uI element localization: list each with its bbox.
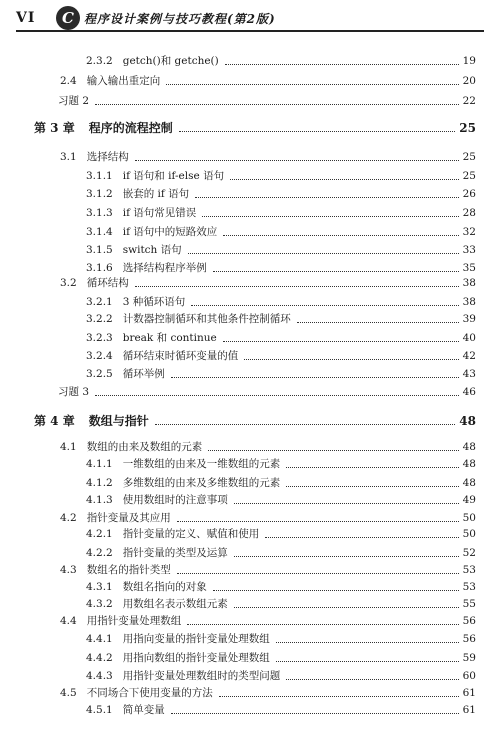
toc-row	[0, 511, 500, 525]
toc-title: 数组名指向的对象	[122, 581, 207, 593]
toc-title: 选择结构程序举例	[122, 262, 207, 274]
toc-title: 选择结构	[86, 151, 129, 163]
toc-title: 用数组名表示数组元素	[122, 598, 228, 610]
dot-leader	[276, 661, 459, 662]
toc-title: 简单变量	[122, 704, 165, 716]
toc-number: 4.1.2	[86, 477, 113, 489]
toc-row	[0, 440, 500, 454]
toc-row	[0, 261, 500, 275]
toc-number: 3.2.3	[86, 332, 113, 344]
toc-number: 3.1.1	[86, 170, 113, 182]
dot-leader	[208, 450, 458, 451]
toc-page-number: 39	[462, 313, 476, 325]
toc-page-number: 53	[462, 581, 476, 593]
dot-leader	[230, 179, 459, 180]
toc-title: if 语句和 if-else 语句	[122, 170, 225, 182]
dot-leader	[286, 679, 458, 680]
dot-leader	[179, 131, 456, 132]
toc-page-number: 60	[462, 670, 476, 682]
dot-leader	[265, 537, 458, 538]
toc-title: 指针变量的类型及运算	[122, 547, 228, 559]
toc-number: 4.4.3	[86, 670, 113, 682]
toc-title: 输入输出重定向	[86, 75, 161, 87]
dot-leader	[219, 696, 459, 697]
dot-leader	[213, 271, 459, 272]
toc-page-number: 53	[462, 564, 476, 576]
toc-row	[0, 686, 500, 700]
dot-leader	[95, 104, 459, 105]
toc-page-number: 25	[462, 170, 476, 182]
dot-leader	[171, 377, 459, 378]
toc-page-number: 52	[462, 547, 476, 559]
toc-page-number: 56	[462, 615, 476, 627]
running-book-title: 程序设计案例与技巧教程(第2版)	[84, 12, 276, 26]
toc-number: 4.1	[60, 441, 77, 453]
toc-page-number: 20	[462, 75, 476, 87]
toc-title: 不同场合下使用变量的方法	[86, 687, 213, 699]
toc-number: 4.4	[60, 615, 77, 627]
toc-number: 4.1.1	[86, 458, 113, 470]
toc-page-number: 50	[462, 512, 476, 524]
book-logo-icon: C	[56, 6, 80, 30]
toc-number: 3.1.2	[86, 188, 113, 200]
toc-row	[0, 150, 500, 164]
toc-row	[0, 527, 500, 541]
toc-number: 2.3.2	[86, 55, 113, 67]
toc-title: 用指向变量的指针变量处理数组	[122, 633, 270, 645]
toc-number: 3.2.1	[86, 296, 113, 308]
toc-row	[0, 295, 500, 309]
dot-leader	[223, 341, 459, 342]
toc-title: 多维数组的由来及多维数组的元素	[122, 477, 281, 489]
toc-row	[0, 206, 500, 220]
toc-page-number: 19	[462, 55, 476, 67]
toc-page-number: 50	[462, 528, 476, 540]
toc-number: 4.2.2	[86, 547, 113, 559]
toc-number: 4.5.1	[86, 704, 113, 716]
toc-row	[0, 349, 500, 363]
dot-leader	[135, 286, 459, 287]
toc-page-number: 38	[462, 277, 476, 289]
toc-row	[0, 225, 500, 239]
toc-row	[0, 669, 500, 683]
toc-number: 2.4	[60, 75, 77, 87]
toc-title: 用指针变量处理数组	[86, 615, 182, 627]
toc-row	[0, 169, 500, 183]
toc-title: if 语句常见错误	[122, 207, 197, 219]
dot-leader	[234, 556, 459, 557]
toc-page-number: 28	[462, 207, 476, 219]
toc-page-number: 38	[462, 296, 476, 308]
dot-leader	[135, 160, 459, 161]
toc-page-number: 25	[462, 151, 476, 163]
dot-leader	[223, 235, 458, 236]
toc-row	[0, 243, 500, 257]
dot-leader	[297, 322, 459, 323]
toc-page-number: 40	[462, 332, 476, 344]
toc-title: break 和 continue	[122, 332, 217, 344]
toc-page-number: 59	[462, 652, 476, 664]
toc-chapter-row	[0, 121, 500, 135]
toc-page-number: 48	[459, 414, 476, 428]
toc-page-number: 48	[462, 477, 476, 489]
toc-title: 程序的流程控制	[88, 121, 173, 135]
toc-title: 计数器控制循环和其他条件控制循环	[122, 313, 291, 325]
toc-row	[0, 457, 500, 471]
toc-title: 3 种循环语句	[122, 296, 186, 308]
toc-page-number: 25	[459, 121, 476, 135]
dot-leader	[213, 590, 459, 591]
toc-number: 4.1.3	[86, 494, 113, 506]
page-number: VI	[16, 10, 36, 26]
dot-leader	[225, 64, 459, 65]
toc-page-number: 33	[462, 244, 476, 256]
toc-row	[0, 546, 500, 560]
toc-page-number: 22	[462, 95, 476, 107]
dot-leader	[155, 424, 456, 425]
dot-leader	[191, 305, 458, 306]
toc-title: 使用数组时的注意事项	[122, 494, 228, 506]
toc-page-number: 48	[462, 441, 476, 453]
toc-page-number: 61	[462, 704, 476, 716]
dot-leader	[286, 467, 458, 468]
toc-title: getch()和 getche()	[122, 55, 219, 67]
toc-page-number: 26	[462, 188, 476, 200]
dot-leader	[95, 395, 459, 396]
dot-leader	[202, 216, 458, 217]
toc-title: 指针变量的定义、赋值和使用	[122, 528, 260, 540]
toc-number: 4.5	[60, 687, 77, 699]
toc-number: 3.1	[60, 151, 77, 163]
toc-page-number: 55	[462, 598, 476, 610]
toc-number: 4.3.1	[86, 581, 113, 593]
toc-number: 3.1.6	[86, 262, 113, 274]
toc-row	[0, 580, 500, 594]
toc-title: 循环结束时循环变量的值	[122, 350, 239, 362]
toc-title: 习题 2	[58, 95, 90, 107]
toc-title: 循环结构	[86, 277, 129, 289]
toc-number: 4.3	[60, 564, 77, 576]
toc-number: 3.2	[60, 277, 77, 289]
toc-page-number: 35	[462, 262, 476, 274]
toc-page-number: 48	[462, 458, 476, 470]
toc-row	[0, 563, 500, 577]
toc-number: 3.1.3	[86, 207, 113, 219]
toc-number: 3.2.2	[86, 313, 113, 325]
toc-title: 数组名的指针类型	[86, 564, 171, 576]
dot-leader	[276, 642, 459, 643]
dot-leader	[286, 486, 458, 487]
toc-title: 用指针变量处理数组时的类型问题	[122, 670, 281, 682]
dot-leader	[244, 359, 458, 360]
toc-page-number: 32	[462, 226, 476, 238]
toc-page-number: 49	[462, 494, 476, 506]
dot-leader	[234, 503, 459, 504]
toc-row	[0, 54, 500, 68]
toc-page-number: 61	[462, 687, 476, 699]
dot-leader	[187, 624, 458, 625]
toc-title: 数组与指针	[88, 414, 149, 428]
toc-title: 循环举例	[122, 368, 165, 380]
toc-number: 4.3.2	[86, 598, 113, 610]
toc-row	[0, 385, 500, 399]
toc-number: 4.4.1	[86, 633, 113, 645]
toc-page-number: 46	[462, 386, 476, 398]
toc-title: if 语句中的短路效应	[122, 226, 218, 238]
toc-number: 4.2	[60, 512, 77, 524]
toc-title: 指针变量及其应用	[86, 512, 171, 524]
toc-row	[0, 703, 500, 717]
toc-number: 3.1.4	[86, 226, 113, 238]
toc-row	[0, 74, 500, 88]
dot-leader	[195, 197, 458, 198]
toc-row	[0, 476, 500, 490]
toc-row	[0, 632, 500, 646]
toc-row	[0, 367, 500, 381]
toc-title: switch 语句	[122, 244, 182, 256]
toc-title: 习题 3	[58, 386, 90, 398]
toc-number: 4.4.2	[86, 652, 113, 664]
toc-row	[0, 614, 500, 628]
toc-row	[0, 276, 500, 290]
toc-number: 4.2.1	[86, 528, 113, 540]
toc-row	[0, 312, 500, 326]
toc-row	[0, 187, 500, 201]
toc-row	[0, 493, 500, 507]
toc-title: 一维数组的由来及一维数组的元素	[122, 458, 281, 470]
toc-page-number: 56	[462, 633, 476, 645]
toc-row	[0, 597, 500, 611]
dot-leader	[234, 607, 459, 608]
toc-number: 3.1.5	[86, 244, 113, 256]
toc-page-number: 42	[462, 350, 476, 362]
toc-number: 第 3 章	[34, 121, 75, 135]
dot-leader	[177, 521, 459, 522]
toc-title: 用指向数组的指针变量处理数组	[122, 652, 270, 664]
toc-title: 嵌套的 if 语句	[122, 188, 190, 200]
toc-row	[0, 651, 500, 665]
dot-leader	[188, 253, 459, 254]
toc-number: 第 4 章	[34, 414, 75, 428]
dot-leader	[171, 713, 459, 714]
toc-number: 3.2.5	[86, 368, 113, 380]
toc-row	[0, 94, 500, 108]
toc-chapter-row	[0, 414, 500, 428]
dot-leader	[177, 573, 459, 574]
toc-number: 3.2.4	[86, 350, 113, 362]
dot-leader	[166, 84, 458, 85]
toc-page-number: 43	[462, 368, 476, 380]
toc-row	[0, 331, 500, 345]
toc-title: 数组的由来及数组的元素	[86, 441, 203, 453]
